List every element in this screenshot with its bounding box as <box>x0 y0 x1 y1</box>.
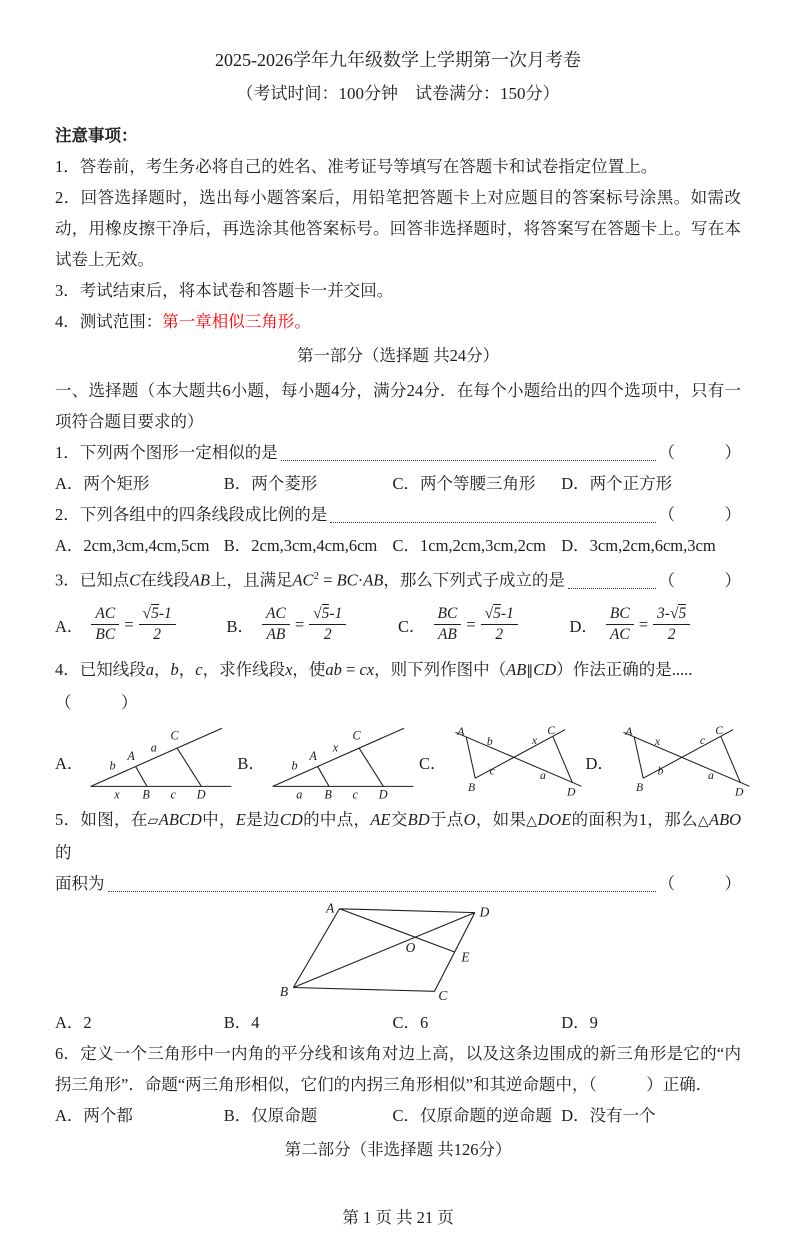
answer-bracket: （ ） <box>658 505 741 524</box>
label-seg-s4: a <box>540 768 547 782</box>
dot-leader <box>330 522 655 523</box>
part2-heading: 第二部分（非选择题 共126分） <box>284 1139 512 1159</box>
option-c: C．仅原命题的逆命题 <box>392 1105 553 1125</box>
question-6-options <box>55 1100 741 1131</box>
option-d: D．9 <box>561 1012 598 1032</box>
question-2-text: 2．下列各组中的四条线段成比例的是 <box>55 505 328 524</box>
label-seg-u1: b <box>109 758 117 772</box>
question-5-text2: 面积为 <box>55 873 105 893</box>
question-1-stem <box>55 437 741 468</box>
label-point-d2: B <box>324 787 332 802</box>
option-b: B．两个菱形 <box>223 474 318 493</box>
label-seg-s1: b <box>487 734 494 748</box>
label-point-e: E <box>461 949 470 965</box>
label-point-u4: C <box>170 728 179 742</box>
question-4-stem <box>55 654 741 718</box>
label-seg-s2: x <box>532 733 538 747</box>
paper-subtitle: （考试时间：100分钟 试卷满分：150分） <box>236 84 560 103</box>
notice-item-1: 1．答卷前，考生务必将自己的姓名、准考证号等填写在答题卡和试卷指定位置上。 <box>55 157 658 176</box>
answer-bracket: （ ） <box>658 873 741 893</box>
label-seg-u3: a <box>151 740 158 755</box>
figure-option-b <box>237 722 419 802</box>
figure-option-c <box>419 723 586 801</box>
question-3-stem <box>55 561 741 596</box>
option-c: C．1cm,2cm,3cm,2cm <box>392 536 547 555</box>
label-seg-u1: b <box>291 758 298 772</box>
option-d: D．3cm,2cm,6cm,3cm <box>561 536 716 555</box>
figure-b-label: B． <box>237 753 265 773</box>
figure-a-label: A． <box>55 753 84 773</box>
question-6-text: 6．定义一个三角形中一内角的平分线和该角对边上高，以及这条边围成的新三角形是它的“内拐三角形”．命题“两三角形相似，它们的内拐三角形相似”和其逆命题中，（ ）正确． <box>55 1043 741 1094</box>
label-point-tl: A <box>457 724 465 738</box>
bowtie-figure-d <box>618 723 753 801</box>
option-d: D． $\frac{BC}{AC}$ = $\frac{3-√5}{2}$ <box>570 605 742 644</box>
page-footer: 第 1 页 共 21 页 <box>342 1207 454 1227</box>
test-scope-text: 第一章相似三角形。 <box>162 312 311 331</box>
section1-intro: 一、选择题（本大题共6小题，每小题4分，满分24分．在每个小题给出的四个选项中，只有一项符合题目要求的） <box>55 381 741 431</box>
label-seg-u3: x <box>332 740 339 755</box>
label-point-u2: A <box>309 748 317 763</box>
notice-item-4 <box>55 306 741 337</box>
part1-heading: 第一部分（选择题 共24分） <box>296 346 500 365</box>
option-a: A．两个矩形 <box>55 474 150 493</box>
label-point-br: D <box>734 784 744 798</box>
label-seg-s3: b <box>657 764 664 778</box>
label-point-tr: C <box>547 723 556 737</box>
option-a: A．2cm,3cm,4cm,5cm <box>55 536 210 555</box>
option-a: A． $\frac{AC}{BC}$ = $\frac{√5-1}{2}$ <box>55 605 227 644</box>
option-b: B．仅原命题 <box>223 1105 318 1125</box>
label-point-u4: C <box>352 728 361 742</box>
notice-4-prefix: 4．测试范围： <box>55 312 163 331</box>
option-b: B．4 <box>223 1012 260 1032</box>
label-point-tr: C <box>715 723 723 737</box>
label-point-br: D <box>567 784 576 798</box>
question-5-options <box>55 1007 741 1038</box>
question-5-text: 5．如图，在▱ABCD中，E是边CD的中点，AE交BD于点O，如果△DOE的面积为1，那么△ABO的 <box>55 809 742 862</box>
answer-bracket: （ ） <box>658 570 741 590</box>
bowtie-figure-c <box>450 723 585 801</box>
paper-title: 2025-2026学年九年级数学上学期第一次月考卷 <box>215 50 581 70</box>
label-seg-d1: a <box>296 787 303 802</box>
dot-leader <box>568 588 656 589</box>
label-seg-s4: a <box>707 768 714 782</box>
question-6-stem <box>55 1038 741 1100</box>
label-seg-s3: c <box>490 764 496 778</box>
label-point-d: D <box>479 903 490 919</box>
notice-heading: 注意事项： <box>55 126 138 145</box>
question-3-text: 3．已知点C在线段AB上，且满足$AC^2 = BC\cdot AB$，那么下列式子成立的是 <box>55 570 565 590</box>
figure-option-a <box>55 722 237 802</box>
parallelogram-figure <box>278 901 518 1002</box>
question-5-stem-line2 <box>55 868 741 899</box>
option-a: A．2 <box>55 1012 92 1032</box>
label-seg-s1: x <box>654 734 660 748</box>
angle-figure-b <box>269 722 419 802</box>
option-d: D．两个正方形 <box>561 474 673 493</box>
label-point-d4: D <box>197 787 206 802</box>
question-5-figure <box>55 901 741 1007</box>
label-seg-d3: c <box>170 787 177 802</box>
figure-d-label: D． <box>585 753 614 773</box>
label-seg-d3: c <box>352 787 358 802</box>
label-point-bl: B <box>635 780 644 794</box>
label-point-u2: A <box>127 748 136 763</box>
label-seg-d1: x <box>114 787 121 802</box>
dot-leader <box>108 891 656 892</box>
question-1-options <box>55 468 741 499</box>
answer-bracket: （ ） <box>658 443 741 462</box>
label-point-c: C <box>438 987 448 1003</box>
figure-c-label: C． <box>418 753 447 773</box>
notice-item-3: 3．考试结束后，将本试卷和答题卡一并交回。 <box>55 281 394 300</box>
label-point-tl: A <box>625 724 633 738</box>
option-d: D．没有一个 <box>561 1105 656 1125</box>
answer-bracket: （ ） <box>55 692 138 712</box>
question-4-figures <box>55 722 744 802</box>
dot-leader <box>281 460 656 461</box>
label-seg-s2: c <box>699 733 705 747</box>
option-b: B． $\frac{AC}{AB}$ = $\frac{√5-1}{2}$ <box>227 605 399 644</box>
option-c: C． $\frac{BC}{AB}$ = $\frac{√5-1}{2}$ <box>398 605 570 644</box>
label-point-d2: B <box>142 787 151 802</box>
option-a: A．两个都 <box>55 1105 133 1125</box>
label-point-o: O <box>405 939 416 955</box>
question-2-stem <box>55 499 741 530</box>
option-c: C．两个等腰三角形 <box>392 474 536 493</box>
question-5-stem <box>55 804 741 868</box>
angle-figure-a <box>87 722 237 802</box>
question-4-text: 4．已知线段a，b，c，求作线段x，使ab = cx，则下列作图中（AB∥CD）作法正确的是 <box>55 659 672 679</box>
notice-item-2: 2．回答选择题时，选出每小题答案后，用铅笔把答题卡上对应题目的答案标号涂黑。如需改动，用橡皮擦干净后，再选涂其他答案标号。回答非选择题时，将答案写在答题卡上。写在本试卷上无效。 <box>55 188 741 269</box>
dot-leader-short: ..... <box>671 659 693 679</box>
label-point-b: B <box>279 983 289 999</box>
label-point-d4: D <box>378 787 388 802</box>
option-c: C．6 <box>392 1012 429 1032</box>
question-2-options <box>55 530 741 561</box>
question-1-text: 1．下列两个图形一定相似的是 <box>55 443 278 462</box>
figure-option-d <box>585 723 752 801</box>
label-point-a: A <box>326 900 335 916</box>
label-point-bl: B <box>468 780 476 794</box>
question-3-options <box>55 596 741 654</box>
option-b: B．2cm,3cm,4cm,6cm <box>223 536 378 555</box>
